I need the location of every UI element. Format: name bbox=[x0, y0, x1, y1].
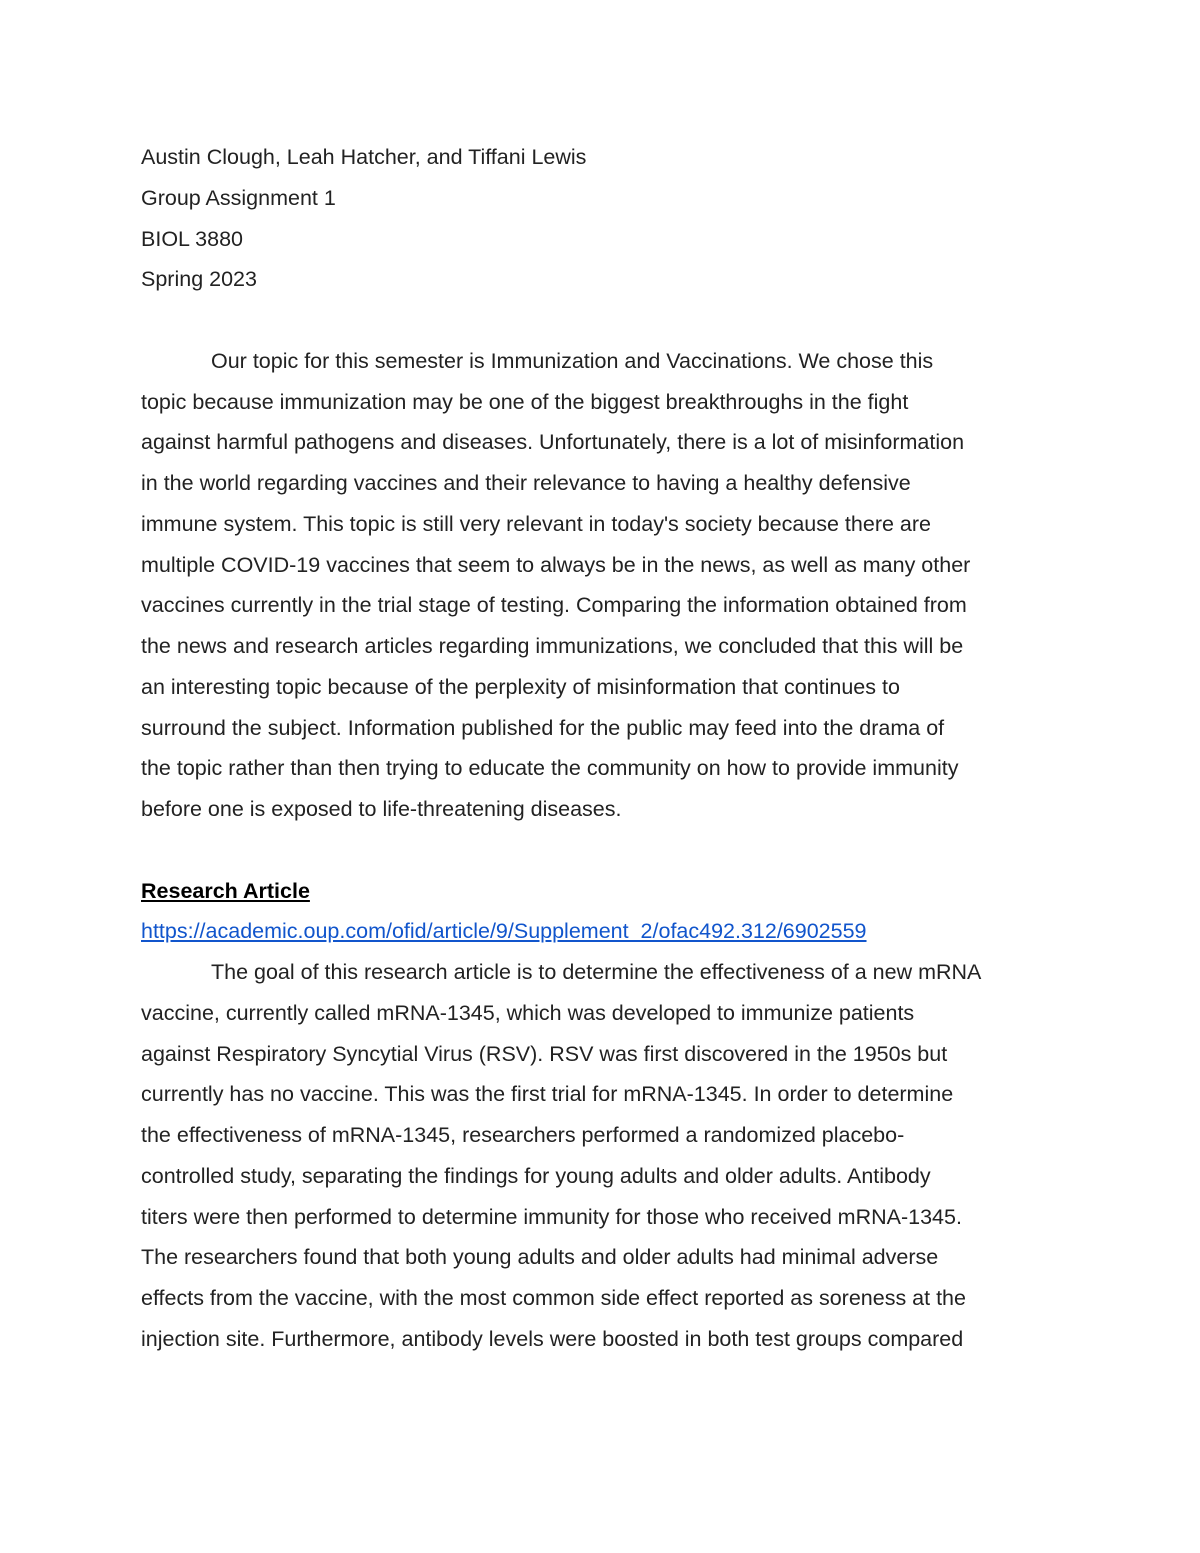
intro-line: an interesting topic because of the perplexity of misinformation that continues to bbox=[141, 674, 900, 699]
intro-line: immune system. This topic is still very relevant in today's society because there are bbox=[141, 511, 931, 536]
assignment-title: Group Assignment 1 bbox=[141, 185, 336, 210]
intro-line: topic because immunization may be one of the biggest breakthroughs in the fight bbox=[141, 389, 909, 414]
research-paragraph bbox=[141, 952, 1061, 1360]
research-line: titers were then performed to determine immunity for those who received mRNA-1345. bbox=[141, 1204, 962, 1229]
intro-line: the news and research articles regarding immunizations, we concluded that this will be bbox=[141, 634, 964, 658]
research-line: the effectiveness of mRNA-1345, researchers performed a randomized placebo- bbox=[141, 1123, 905, 1147]
intro-line: surround the subject. Information published for the public may feed into the drama of bbox=[141, 715, 945, 740]
intro-line: the topic rather than then trying to educate the community on how to provide immunity bbox=[141, 756, 959, 781]
research-article-heading: Research Article bbox=[141, 878, 310, 903]
research-article-link[interactable]: https://academic.oup.com/ofid/article/9/Supplement_2/ofac492.312/6902559 bbox=[141, 919, 867, 944]
research-line: against Respiratory Syncytial Virus (RSV). RSV was first discovered in the 1950s but bbox=[141, 1041, 948, 1066]
course-code: BIOL 3880 bbox=[141, 226, 243, 251]
blank-line bbox=[141, 300, 1061, 341]
author-names: Austin Clough, Leah Hatcher, and Tiffani Lewis bbox=[141, 145, 587, 169]
term: Spring 2023 bbox=[141, 267, 257, 292]
intro-paragraph bbox=[141, 341, 1061, 830]
intro-line: vaccines currently in the trial stage of testing. Comparing the information obtained from bbox=[141, 593, 967, 618]
intro-line: in the world regarding vaccines and their relevance to having a healthy defensive bbox=[141, 471, 911, 495]
research-line: currently has no vaccine. This was the first trial for mRNA-1345. In order to determine bbox=[141, 1082, 954, 1107]
research-line: The researchers found that both young adults and older adults had minimal adverse bbox=[141, 1245, 939, 1270]
research-line: controlled study, separating the findings for young adults and older adults. Antibody bbox=[141, 1163, 931, 1188]
research-line: injection site. Furthermore, antibody levels were boosted in both test groups compared bbox=[141, 1326, 964, 1351]
research-line: vaccine, currently called mRNA-1345, which was developed to immunize patients bbox=[141, 1000, 915, 1025]
intro-line: before one is exposed to life-threatening diseases. bbox=[141, 797, 622, 821]
intro-line: against harmful pathogens and diseases. Unfortunately, there is a lot of misinformation bbox=[141, 430, 965, 455]
intro-line: Our topic for this semester is Immunization and Vaccinations. We chose this bbox=[211, 348, 934, 373]
document-page bbox=[141, 137, 1061, 1360]
research-line: The goal of this research article is to determine the effectiveness of a new mRNA bbox=[211, 960, 982, 984]
intro-line: multiple COVID-19 vaccines that seem to always be in the news, as well as many other bbox=[141, 552, 971, 577]
blank-line bbox=[141, 830, 1061, 871]
research-line: effects from the vaccine, with the most common side effect reported as soreness at the bbox=[141, 1286, 966, 1310]
